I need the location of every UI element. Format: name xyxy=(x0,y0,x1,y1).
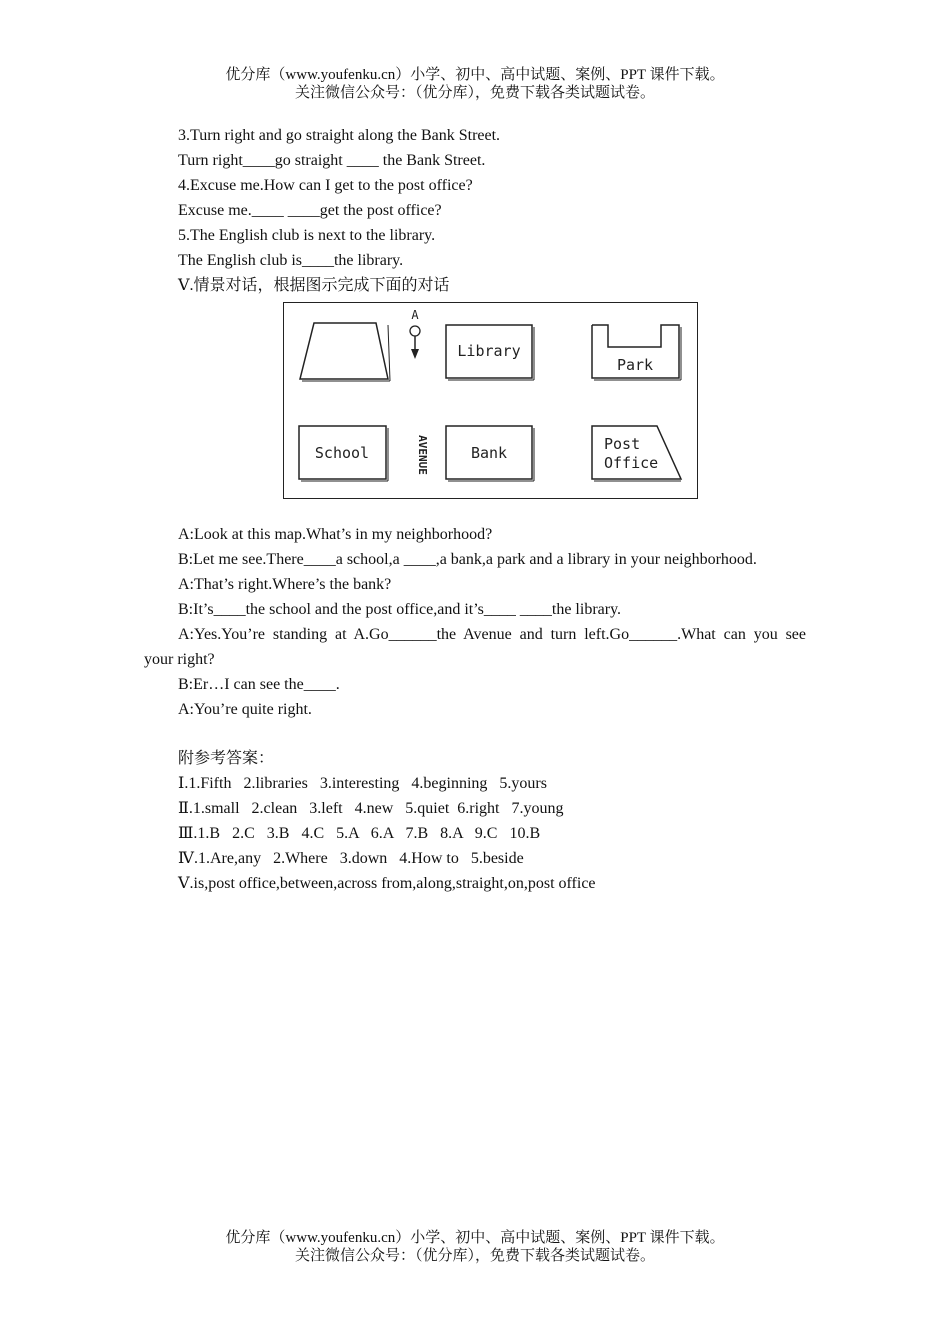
trapezoid-building xyxy=(300,323,388,379)
exercise-line: Turn right____go straight ____ the Bank Street. xyxy=(178,152,486,169)
answer-line: Ⅴ.is,post office,between,across from,along,straight,on,post office xyxy=(178,875,596,892)
exercise-line: The English club is____the library. xyxy=(178,252,404,269)
bank-label: Bank xyxy=(470,444,508,462)
dialogue-line: A:You’re quite right. xyxy=(178,701,312,718)
point-a-label: A xyxy=(411,308,419,322)
dialogue-line: B:Er…I can see the____. xyxy=(178,676,340,693)
post-office-label-line-2: Office xyxy=(604,454,659,472)
answer-line: Ⅱ.1.small 2.clean 3.left 4.new 5.quiet 6.right 7.young xyxy=(178,800,564,817)
dialogue-line: A:Yes.You’re standing at A.Go______the Avenue and turn left.Go______.What can you see xyxy=(178,626,806,643)
school-label: School xyxy=(314,444,370,462)
post-office-label-line-1: Post xyxy=(604,435,641,453)
answer-line: Ⅳ.1.Are,any 2.Where 3.down 4.How to 5.beside xyxy=(178,850,524,867)
exercise-line: 4.Excuse me.How can I get to the post office? xyxy=(178,177,473,194)
footer-line-2: 关注微信公众号：（优分库），免费下载各类试题试卷。 xyxy=(294,1248,655,1264)
answer-line: Ⅲ.1.B 2.C 3.B 4.C 5.A 6.A 7.B 8.A 9.C 10.B xyxy=(178,825,541,842)
direction-arrow-head xyxy=(411,349,419,359)
page-footer xyxy=(0,1229,950,1265)
library-label: Library xyxy=(457,342,521,360)
exercise-line: 5.The English club is next to the library. xyxy=(178,227,436,244)
section-5-title: Ⅴ.情景对话，根据图示完成下面的对话 xyxy=(178,277,450,294)
point-a-marker xyxy=(410,326,420,336)
answers-title: 附参考答案： xyxy=(178,750,275,767)
dialogue-line: your right? xyxy=(144,651,215,668)
dialogue-line: A:That’s right.Where’s the bank? xyxy=(178,576,392,593)
exercise-line: Excuse me.____ ____get the post office? xyxy=(178,202,442,219)
header-line-2: 关注微信公众号：（优分库），免费下载各类试题试卷。 xyxy=(294,85,655,101)
header-line-1: 优分库（www.youfenku.cn）小学、初中、高中试题、案例、PPT 课件下载。 xyxy=(225,67,725,83)
dialogue-line: A:Look at this map.What’s in my neighborhood? xyxy=(178,526,493,543)
page-header xyxy=(0,66,950,102)
exercise-line: 3.Turn right and go straight along the Bank Street. xyxy=(178,127,501,144)
footer-line-1: 优分库（www.youfenku.cn）小学、初中、高中试题、案例、PPT 课件下载。 xyxy=(225,1230,725,1246)
dialogue-line: B:Let me see.There____a school,a ____,a bank,a park and a library in your neighborhood. xyxy=(178,551,757,568)
neighborhood-map xyxy=(283,302,698,499)
answer-line: Ⅰ.1.Fifth 2.libraries 3.interesting 4.beginning 5.yours xyxy=(178,775,547,792)
avenue-label: AVENUE xyxy=(416,435,429,475)
dialogue-line: B:It’s____the school and the post office,and it’s____ ____the library. xyxy=(178,601,622,618)
park-label: Park xyxy=(616,356,654,374)
